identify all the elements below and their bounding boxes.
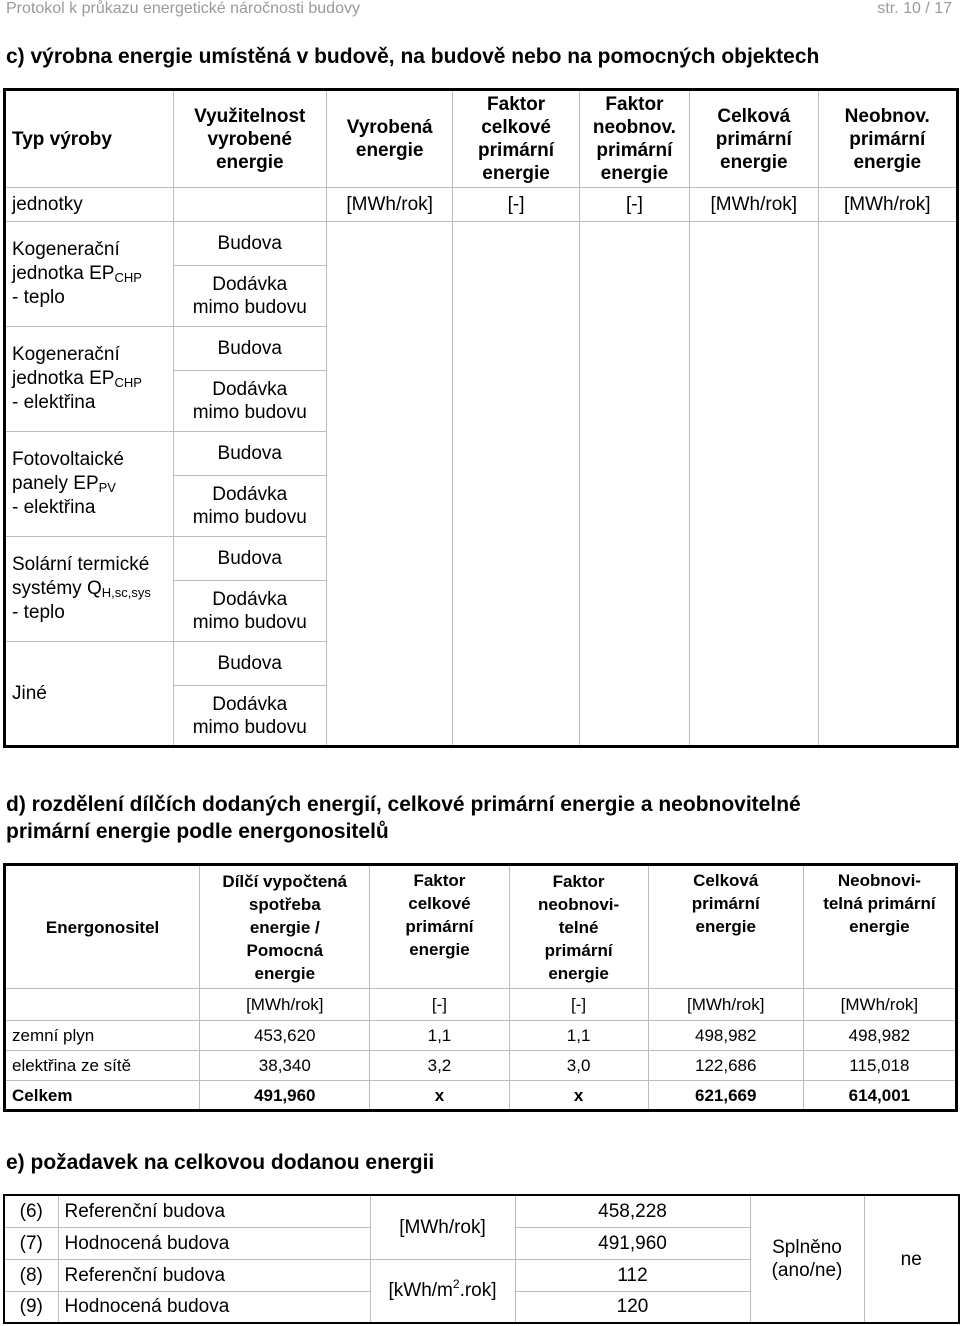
total-row — [5, 1081, 957, 1111]
sub-outside: Dodávka mimo budovu — [173, 581, 326, 642]
unit-cell: [MWh/rok] — [690, 188, 818, 222]
row-value: 112 — [515, 1259, 750, 1291]
sub-outside: Dodávka mimo budovu — [173, 686, 326, 747]
units-empty — [173, 188, 326, 222]
total-neobnov: 614,001 — [803, 1081, 956, 1111]
carrier-name: zemní plyn — [5, 1021, 200, 1051]
production-type-cell: Fotovoltaické panely $EP_{PV}$ - elektřina — [5, 432, 174, 537]
production-table — [3, 88, 959, 748]
production-type-cell: Kogenerační jednotka $EP_{CHP}$ - elektřina — [5, 327, 174, 432]
row-label: Referenční budova — [58, 1259, 370, 1291]
requirement-table — [3, 1194, 960, 1324]
row-number: (7) — [4, 1227, 58, 1259]
faktor-neob-value: 3,0 — [509, 1051, 648, 1081]
table-row — [5, 1021, 957, 1051]
carrier-name: elektřina ze sítě — [5, 1051, 200, 1081]
section-d-title: d) rozdělení dílčích dodaných energií, celkové primární energie a neobnovitelné primární energie podle energonositelů — [6, 793, 801, 843]
header-faktor-neobnov: Faktor neobnov. primární energie — [579, 90, 689, 188]
total-faktor-celk: x — [370, 1081, 509, 1111]
sub-outside: Dodávka mimo budovu — [173, 476, 326, 537]
result-value: ne — [864, 1195, 959, 1323]
header-neobnov: Neobnovi- telná primární energie — [803, 865, 956, 989]
document-title: Protokol k průkazu energetické náročnosti budovy — [6, 0, 360, 17]
total-faktor-neob: x — [509, 1081, 648, 1111]
value-column — [579, 222, 689, 747]
total-spotreba: 491,960 — [200, 1081, 370, 1111]
celkova-value: 498,982 — [648, 1021, 803, 1051]
sub-building: Budova — [173, 537, 326, 581]
unit-cell: [MWh/rok] — [200, 989, 370, 1021]
unit-cell: [MWh/rok] — [818, 188, 958, 222]
sub-outside: Dodávka mimo budovu — [173, 371, 326, 432]
faktor-celk-value: 1,1 — [370, 1021, 509, 1051]
row-number: (6) — [4, 1195, 58, 1227]
neobnov-value: 115,018 — [803, 1051, 956, 1081]
row-value: 120 — [515, 1291, 750, 1323]
total-celkova: 621,669 — [648, 1081, 803, 1111]
celkova-value: 122,686 — [648, 1051, 803, 1081]
header-celkova: Celková primární energie — [690, 90, 818, 188]
unit-cell: [-] — [453, 188, 579, 222]
spotreba-value: 38,340 — [200, 1051, 370, 1081]
unit-mwh: [MWh/rok] — [370, 1195, 515, 1259]
value-column — [690, 222, 818, 747]
units-empty — [5, 989, 200, 1021]
sub-building: Budova — [173, 222, 326, 266]
unit-cell: [MWh/rok] — [648, 989, 803, 1021]
header-dilci-spotreba: Dílčí vypočtená spotřeba energie / Pomocná energie — [200, 865, 370, 989]
total-label: Celkem — [5, 1081, 200, 1111]
unit-cell: [MWh/rok] — [326, 188, 452, 222]
table-row — [5, 1051, 957, 1081]
sub-outside: Dodávka mimo budovu — [173, 266, 326, 327]
row-label: Referenční budova — [58, 1195, 370, 1227]
page-number: str. 10 / 17 — [877, 0, 952, 17]
faktor-celk-value: 3,2 — [370, 1051, 509, 1081]
production-type-cell: Jiné — [5, 642, 174, 747]
value-column — [453, 222, 579, 747]
header-vyuzitelnost: Využitelnost vyrobené energie — [173, 90, 326, 188]
units-label: jednotky — [5, 188, 174, 222]
splneno-label: Splněno (ano/ne) — [750, 1195, 864, 1323]
header-faktor-celkove: Faktor celkové primární energie — [453, 90, 579, 188]
unit-cell: [-] — [509, 989, 648, 1021]
row-number: (8) — [4, 1259, 58, 1291]
sub-building: Budova — [173, 432, 326, 476]
row-value: 458,228 — [515, 1195, 750, 1227]
header-energonositel: Energonositel — [5, 865, 200, 989]
faktor-neob-value: 1,1 — [509, 1021, 648, 1051]
sub-building: Budova — [173, 327, 326, 371]
neobnov-value: 498,982 — [803, 1021, 956, 1051]
row-label: Hodnocená budova — [58, 1291, 370, 1323]
header-vyrobena: Vyrobená energie — [326, 90, 452, 188]
row-label: Hodnocená budova — [58, 1227, 370, 1259]
spotreba-value: 453,620 — [200, 1021, 370, 1051]
unit-kwh: $[kWh/m^2.rok]$ — [370, 1259, 515, 1323]
section-c-title: c) výrobna energie umístěná v budově, na budově nebo na pomocných objektech — [6, 45, 820, 68]
sub-building: Budova — [173, 642, 326, 686]
header-neobnov: Neobnov. primární energie — [818, 90, 958, 188]
row-value: 491,960 — [515, 1227, 750, 1259]
production-type-cell: Solární termické systémy $Q_{H,sc,sys}$ - teplo — [5, 537, 174, 642]
value-column — [818, 222, 958, 747]
header-celkova: Celková primární energie — [648, 865, 803, 989]
carriers-table — [3, 863, 958, 1112]
unit-cell: [-] — [370, 989, 509, 1021]
header-typ-vyroby: Typ výroby — [5, 90, 174, 188]
unit-cell: [MWh/rok] — [803, 989, 956, 1021]
row-number: (9) — [4, 1291, 58, 1323]
header-faktor-celkove: Faktor celkové primární energie — [370, 865, 509, 989]
section-e-title: e) požadavek na celkovou dodanou energii — [6, 1151, 435, 1174]
unit-cell: [-] — [579, 188, 689, 222]
header-faktor-neobnov: Faktor neobnovi- telné primární energie — [509, 865, 648, 989]
production-type-cell: Kogenerační jednotka $EP_{CHP}$ - teplo — [5, 222, 174, 327]
value-column — [326, 222, 452, 747]
